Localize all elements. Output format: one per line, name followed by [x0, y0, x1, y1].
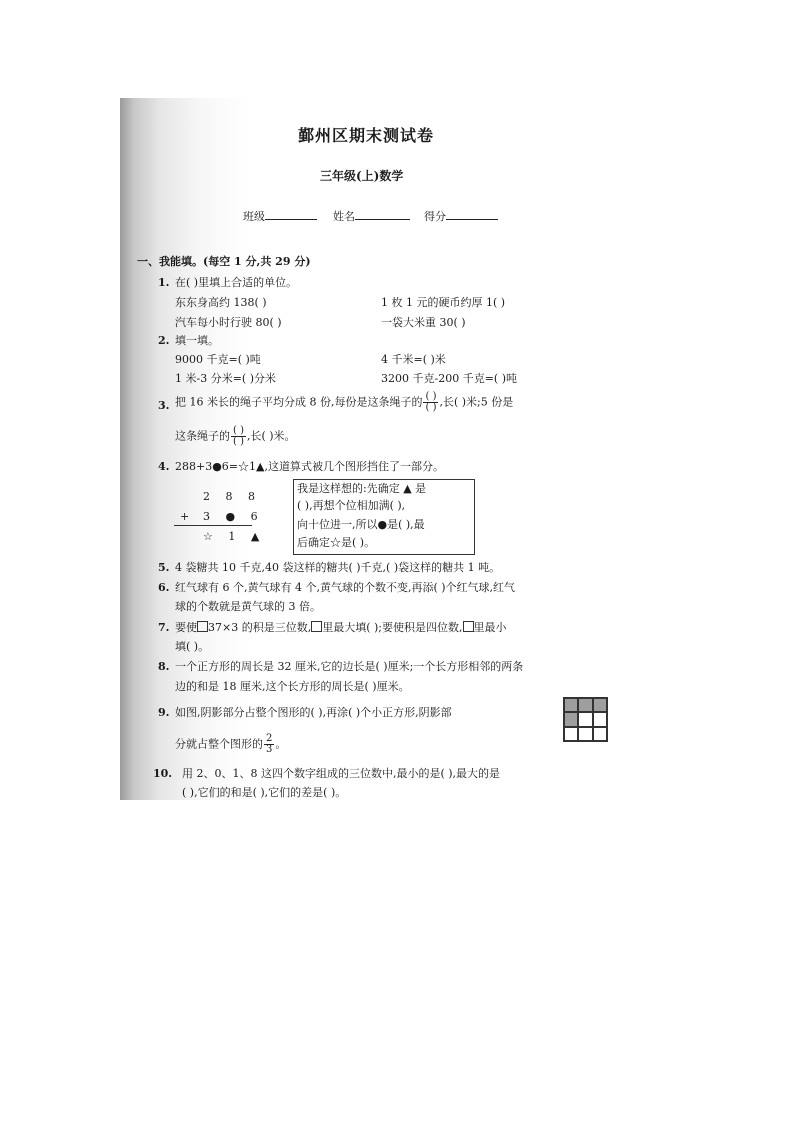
q3-number: 3. [158, 399, 170, 412]
q9-line1: 如图,阴影部分占整个图形的( ),再涂( )个小正方形,阴影部 [175, 706, 452, 719]
q2-stem: 填一填。 [175, 334, 219, 347]
q2-item-c: 1 米-3 分米=( )分米 [175, 372, 277, 385]
name-field [333, 208, 410, 224]
q3-text-1: 把 16 米长的绳子平均分成 8 份,每份是这条绳子的 [175, 395, 423, 409]
box-line-4: 后确定☆是( )。 [297, 536, 376, 549]
q5-text: 4 袋糖共 10 千克,40 袋这样的糖共( )千克,( )袋这样的糖共 1 吨。 [175, 561, 501, 574]
q3-frac1-denominator: ( ) [425, 402, 437, 413]
q10-line2: ( ),它们的和是( ),它们的差是( )。 [182, 786, 347, 799]
section-heading: 一、我能填。(每空 1 分,共 29 分) [137, 255, 311, 268]
q2-item-b: 4 千米=( )米 [381, 353, 446, 366]
q3-text-2: ,长( )米;5 份是 [439, 395, 514, 409]
q7-line2: 填( )。 [175, 640, 210, 653]
q5-number: 5. [158, 561, 170, 574]
q10-number: 10. [153, 767, 173, 780]
q4-stem: 288+3●6=☆1▲,这道算式被几个图形挡住了一部分。 [175, 460, 444, 473]
grid-cell [593, 712, 607, 726]
class-field [243, 208, 317, 224]
name-label: 姓名 [333, 210, 355, 223]
box-line-2: ( ),再想个位相加满( ), [297, 499, 406, 512]
square-blank-icon [197, 621, 208, 632]
score-field [424, 208, 498, 224]
q3-line1 [175, 392, 513, 413]
grid-cell-shaded [593, 698, 607, 712]
exam-title: 鄞州区期末测试卷 [298, 126, 435, 145]
q6-line1: 红气球有 6 个,黄气球有 4 个,黄气球的个数不变,再添( )个红气球,红气 [175, 581, 516, 594]
q3-text-4: ,长( )米。 [246, 429, 296, 443]
q1-item-c: 汽车每小时行驶 80( ) [175, 316, 282, 329]
q1-item-d: 一袋大米重 30( ) [381, 316, 466, 329]
fraction-numerator: 2 [266, 733, 273, 744]
square-blank-icon [311, 621, 322, 632]
calc-row-3: ☆ 1 ▲ [203, 530, 266, 543]
shaded-square-grid [563, 697, 608, 742]
q1-number: 1. [158, 276, 170, 289]
calc-row-1: 2 8 8 [203, 490, 261, 503]
q8-line1: 一个正方形的周长是 32 厘米,它的边长是( )厘米;一个长方形相邻的两条 [175, 660, 524, 673]
q2-item-a: 9000 千克=( )吨 [175, 353, 261, 366]
calc-row-2: 3 ● 6 [203, 510, 264, 523]
q7-text-c: 里最大填( );要使积是四位数, [322, 621, 463, 634]
grid-cell-shaded [564, 712, 578, 726]
fraction-denominator: 3 [266, 744, 273, 755]
box-line-3: 向十位进一,所以●是( ),最 [297, 518, 425, 531]
q2-item-d: 3200 千克-200 千克=( )吨 [381, 372, 517, 385]
q3-frac1-numerator: ( ) [425, 391, 437, 402]
q3-fraction-blank-2 [231, 426, 246, 447]
q7-number: 7. [158, 621, 170, 634]
scanned-page-shadow [120, 98, 620, 800]
calc-sum-line [174, 525, 252, 526]
name-blank [355, 208, 410, 220]
q1-item-a: 东东身高约 138( ) [175, 296, 267, 309]
grid-cell [578, 712, 592, 726]
q9-line2 [175, 734, 286, 755]
grid-cell [578, 727, 592, 741]
grid-cell [593, 727, 607, 741]
class-label: 班级 [243, 210, 265, 223]
q7-text-b: 37×3 的积是三位数, [208, 621, 312, 634]
q3-frac2-denominator: ( ) [233, 436, 244, 447]
q10-line1: 用 2、0、1、8 这四个数字组成的三位数中,最小的是( ),最大的是 [182, 767, 501, 780]
score-blank [446, 208, 498, 220]
box-line-1: 我是这样想的:先确定 ▲ 是 [297, 482, 427, 495]
q1-stem: 在( )里填上合适的单位。 [175, 276, 298, 289]
q7-line1 [175, 621, 507, 635]
exam-subtitle: 三年级(上)数学 [320, 169, 404, 183]
square-blank-icon [463, 621, 474, 632]
q4-number: 4. [158, 460, 170, 473]
q7-text-a: 要使 [175, 621, 197, 634]
q8-number: 8. [158, 660, 170, 673]
grid-cell-shaded [564, 698, 578, 712]
q7-text-d: 里最小 [473, 621, 507, 634]
q3-line2 [175, 426, 296, 447]
q3-frac2-numerator: ( ) [233, 425, 244, 436]
q9-text-a: 分就占整个图形的 [175, 737, 263, 751]
reasoning-box [293, 479, 475, 555]
q1-item-b: 1 枚 1 元的硬币约厚 1( ) [381, 296, 506, 309]
q9-text-b: 。 [275, 737, 287, 751]
calc-plus-sign: + [180, 510, 196, 523]
fraction-two-thirds [264, 734, 274, 755]
q9-number: 9. [158, 706, 170, 719]
q3-text-3: 这条绳子的 [175, 429, 230, 443]
q6-line2: 球的个数就是黄气球的 3 倍。 [175, 600, 321, 613]
grid-cell [564, 727, 578, 741]
grid-cell-shaded [578, 698, 592, 712]
class-blank [265, 208, 317, 220]
q6-number: 6. [158, 581, 170, 594]
q8-line2: 边的和是 18 厘米,这个长方形的周长是( )厘米。 [175, 680, 410, 693]
score-label: 得分 [424, 210, 446, 223]
q2-number: 2. [158, 334, 170, 347]
q3-fraction-blank-1 [423, 392, 438, 413]
